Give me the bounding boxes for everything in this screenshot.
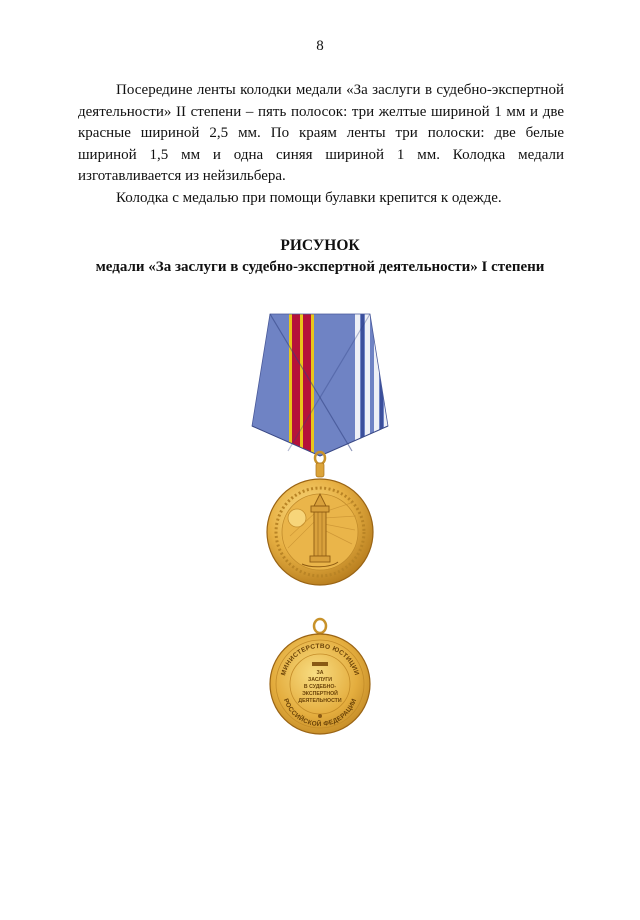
- paragraph-attachment: Колодка с медалью при помощи булавки крепится к одежде.: [116, 189, 502, 206]
- reverse-line-4: ЭКСПЕРТНОЙ: [302, 691, 338, 697]
- figure-caption: медали «За заслуги в судебно-экспертной деятельности» I степени: [95, 259, 545, 275]
- reverse-ring-bottom: РОССИЙСКОЙ ФЕДЕРАЦИИ: [281, 697, 359, 729]
- reverse-loop: [314, 619, 326, 633]
- figure-title: РИСУНОК: [280, 237, 360, 254]
- paragraph-ribbon-description: Посередине ленты колодки медали «За заслуги в судебно-экспертной деятельности» II степени – пять полосок: три желтые шириной 1 мм и две красные шириной 2,5 мм. По краям ленты три полоски: две белые шириной 1,5 мм и одна синяя шириной 1 мм. Колодка медали изготавливается из нейзильбера.: [78, 82, 564, 184]
- reverse-line-5: ДЕЯТЕЛЬНОСТИ: [298, 698, 342, 704]
- medal-figure: [232, 306, 408, 746]
- reverse-line-3: В СУДЕБНО-: [303, 684, 337, 690]
- reverse-ring-top: МИНИСТЕРСТВО ЮСТИЦИИ: [280, 642, 360, 677]
- ribbon-mount: [252, 314, 388, 456]
- medal-obverse: [267, 479, 373, 585]
- reverse-line-1: ЗА: [316, 670, 324, 676]
- medal-reverse: [270, 634, 370, 734]
- page-number: 8: [316, 38, 324, 54]
- body-text: [78, 80, 564, 209]
- reverse-line-2: ЗАСЛУГИ: [307, 677, 333, 683]
